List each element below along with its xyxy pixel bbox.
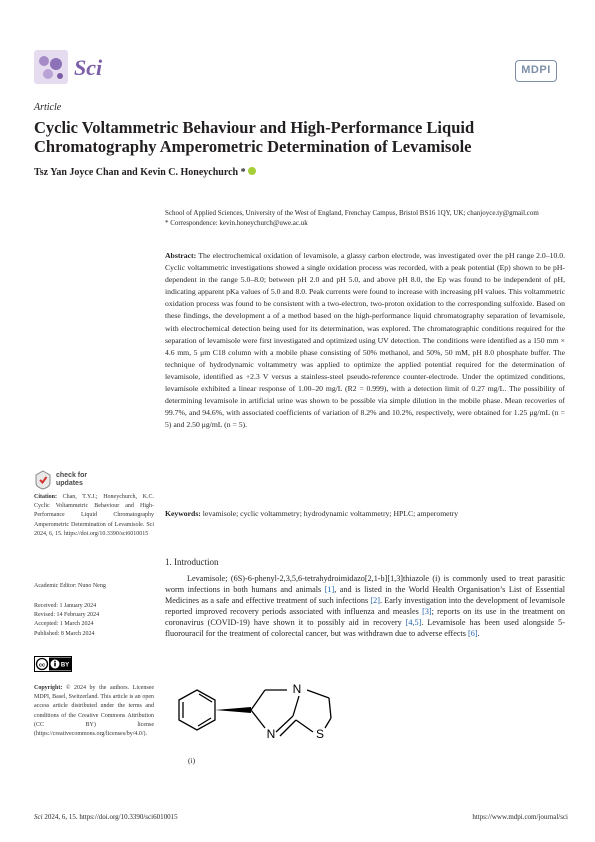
svg-text:cc: cc: [38, 662, 46, 669]
journal-logo: [34, 50, 120, 84]
date-published: Published: 8 March 2024: [34, 630, 95, 637]
correspondence: * Correspondence: kevin.honeychurch@uwe.ac.uk: [165, 219, 308, 227]
reference-link[interactable]: [6]: [468, 628, 478, 638]
academic-editor: Academic Editor: Nuno Neng: [34, 583, 106, 589]
article-title: Cyclic Voltammetric Behaviour and High-Performance Liquid Chromatography Amperometric Determination of Levamisole: [34, 118, 475, 156]
keywords-label: Keywords:: [165, 509, 201, 518]
structure-label: (i): [188, 756, 196, 765]
footer-journal-url[interactable]: https://www.mdpi.com/journal/sci: [472, 813, 568, 821]
section-heading: 1. Introduction: [165, 557, 219, 567]
svg-text:BY: BY: [60, 662, 70, 669]
journal-logo-icon: [34, 50, 120, 84]
reference-link[interactable]: [4,5]: [405, 617, 422, 627]
citation: [34, 493, 154, 539]
copyright-label: Copyright:: [34, 685, 63, 691]
footer-doi[interactable]: 2024, 6, 15. https://doi.org/10.3390/sci6010015: [42, 813, 178, 821]
date-revised: Revised: 14 February 2024: [34, 612, 100, 619]
affiliations: [165, 208, 565, 228]
authors: [34, 167, 256, 178]
abstract: [165, 250, 565, 431]
intro-text: Levamisole; (6S)-6-phenyl-2,3,5,6-tetrahydroimidazo[2,1-b][1,3]thiazole (i) is commonly used to treat parasitic worm infections in both humans and animals: [165, 574, 565, 594]
cc-by-license-icon[interactable]: [34, 656, 72, 672]
intro-text: . Levamisole has been used alongside 5-fluorouracil for the treatment of colorectal cancer, but was withdrawn due to adverse effects: [165, 617, 565, 638]
author-names: Tsz Yan Joyce Chan and Kevin C. Honeychurch *: [34, 167, 246, 178]
check-updates-icon: [34, 470, 52, 490]
introduction-paragraph: [165, 574, 565, 639]
intro-text: . Early investigation into the development of levamisole reported improved recovery periods associated with influenza and measles: [165, 595, 565, 616]
atom-n: N: [292, 682, 302, 696]
affiliation: School of Applied Sciences, University of the West of England, Frenchay Campus, Bristol BS16 1QY, UK; chanjoyce.ty@gmail.com: [165, 209, 539, 217]
keywords-text: levamisole; cyclic voltammetry; hydrodynamic voltammetry; HPLC; amperometry: [202, 509, 459, 518]
intro-text: .: [477, 628, 480, 638]
copyright: [34, 684, 154, 739]
orcid-icon[interactable]: [248, 167, 256, 175]
check-updates-line2: updates: [56, 480, 83, 487]
citation-label: Citation:: [34, 494, 57, 500]
intro-text: , and is listed in the World Health Organisation’s List of Essential Medicines as a safe and effective treatment of such infections: [165, 584, 565, 605]
footer-citation: [34, 813, 178, 821]
date-accepted: Accepted: 1 March 2024: [34, 621, 94, 628]
check-updates-line1: check for: [56, 472, 88, 479]
citation-text: Chan, T.Y.J.; Honeychurch, K.C. Cyclic Voltammetric Behaviour and High-Performance Liquid Chromatography Amperometric Determination of Levamisole. Sci 2024, 6, 15. https://doi.org/10.3390/sci6010015: [34, 494, 154, 537]
abstract-label: Abstract:: [165, 251, 197, 260]
footer-journal: Sci: [34, 813, 43, 821]
copyright-text: © 2024 by the authors. Licensee MDPI, Basel, Switzerland. This article is an open access article distributed under the terms and conditions of the Creative Commons Attribution (CC BY) license (https://creativecommons.org/licenses/by/4.0/).: [34, 685, 154, 738]
mdpi-logo: MDPI: [515, 60, 557, 82]
keywords: [165, 508, 565, 520]
date-received: Received: 1 January 2024: [34, 603, 97, 609]
article-type: Article: [34, 102, 62, 113]
reference-link[interactable]: [1]: [324, 584, 335, 594]
reference-link[interactable]: [3]: [422, 606, 432, 616]
levamisole-structure: [165, 676, 395, 756]
atom-s: S: [315, 727, 325, 741]
atom-n: N: [266, 727, 276, 741]
dates: [34, 602, 154, 639]
check-for-updates-button[interactable]: [34, 470, 114, 492]
intro-text: ; reports on its use in the treatment on coronavirus (COVID-19) have shown it to possibly aid in recovery: [165, 606, 565, 627]
journal-name: Sci: [74, 55, 103, 80]
reference-link[interactable]: [2]: [370, 595, 380, 605]
abstract-text: The electrochemical oxidation of levamisole, a glassy carbon electrode, was investigated over the pH range 2.0–10.0. Cyclic voltammetric investigations showed a single oxidation process was recorded, with a peak potential (Ep) shown to be pH-dependent in the range 5.0–8.0; between pH 2.0 and pH 5.0, and above pH 8.0, the Ep was found to be independent of pH, indicating apparent pKa values of 5.0 and 8.0. Peak currents were found to increase with increasing pH values. This voltammetric oxidation process was found to be consistent with a two-electron, two-proton oxidation to the corresponding sulfoxide. Based on these findings, the development a of a method based on the high-performance liquid chromatography separation of levamisole, with electrochemical detection being used for its determination, was explored. The chromatographic conditions required for the separation of levamisole were first investigated and optimized using UV detection. The conditions were identified as a 150 mm × 4.6 mm, 5 μm C18 column with a mobile phase consisting of 50% methanol, and 50%, 50 mM, pH 8.0 phosphate buffer. The technique of hydrodynamic voltammetry was applied to optimize the applied potential required for the determination of levamisole, identified as +2.3 V versus a stainless-steel pseudo-reference counter-electrode. Under the optimized conditions, levamisole exhibited a linear response of 1.00–20 mg/L (R2 = 0.999), with a detection limit of 0.27 mg/L. The possibility of determining levamisole in artificial urine was shown to be possible via simple dilution in the mobile phase. Mean recoveries of 99.7%, and 94.6%, with associated coefficients of variation of 8.2% and 10.2%, respectively, were obtained for 1.25 μg/mL (n = 5) and 2.50 μg/mL (n = 5).: [165, 251, 565, 430]
